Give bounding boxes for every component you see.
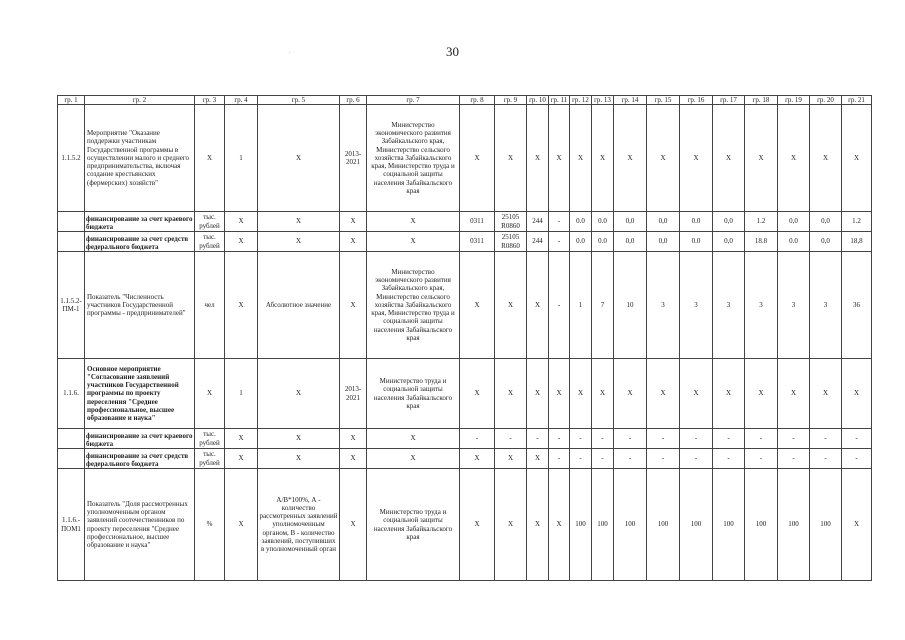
- cell-value: тыс. рублей: [195, 232, 225, 252]
- row-name: финансирование за счет краевого бюджета: [85, 212, 195, 232]
- cell-value: Х: [614, 359, 647, 429]
- cell-value: -: [495, 429, 527, 449]
- column-header: гр. 10: [527, 96, 549, 105]
- cell-value: Х: [745, 359, 778, 429]
- cell-value: -: [570, 449, 592, 469]
- cell-value: -: [842, 449, 872, 469]
- cell-value: 1.2: [842, 212, 872, 232]
- table-row: [58, 212, 872, 232]
- header-row: [58, 96, 872, 105]
- cell-value: Х: [495, 469, 527, 581]
- cell-value: Х: [225, 232, 258, 252]
- cell-value: 0.0: [592, 232, 614, 252]
- cell-value: -: [549, 232, 570, 252]
- cell-value: -: [745, 429, 778, 449]
- cell-value: Х: [225, 429, 258, 449]
- calc-method: Х: [258, 232, 340, 252]
- cell-value: -: [713, 429, 745, 449]
- cell-value: Х: [340, 252, 367, 359]
- cell-value: 100: [810, 469, 842, 581]
- row-code: [58, 212, 85, 232]
- cell-value: 0.0: [570, 212, 592, 232]
- responsible-executor: Х: [367, 429, 460, 449]
- row-code: 1.1.5.2: [58, 105, 85, 212]
- column-header: гр. 21: [842, 96, 872, 105]
- cell-value: Х: [225, 449, 258, 469]
- cell-value: Х: [527, 105, 549, 212]
- scan-dot: .: [289, 49, 291, 55]
- cell-value: Х: [225, 212, 258, 232]
- cell-value: 0.0: [592, 212, 614, 232]
- row-code: [58, 429, 85, 449]
- cell-value: -: [810, 449, 842, 469]
- cell-value: 0311: [460, 232, 495, 252]
- row-name: финансирование за счет средств федерального бюджета: [85, 449, 195, 469]
- cell-value: 100: [570, 469, 592, 581]
- cell-value: Х: [842, 359, 872, 429]
- column-header: гр. 12: [570, 96, 592, 105]
- cell-value: -: [778, 449, 810, 469]
- cell-value: Х: [225, 252, 258, 359]
- cell-value: 7: [592, 252, 614, 359]
- cell-value: Х: [778, 359, 810, 429]
- responsible-executor: Х: [367, 212, 460, 232]
- cell-value: -: [592, 449, 614, 469]
- program-table: [57, 95, 872, 581]
- cell-value: Х: [527, 359, 549, 429]
- cell-value: -: [778, 429, 810, 449]
- row-name: Показатель "Доля рассмотренных уполномоченным органом заявлений соотечественников по проекту переселения "Среднее профессиональное, высшее образование и наука": [85, 469, 195, 581]
- cell-value: -: [647, 429, 680, 449]
- cell-value: 25105 R0860: [495, 232, 527, 252]
- cell-value: 18,8: [842, 232, 872, 252]
- cell-value: Х: [460, 252, 495, 359]
- cell-value: -: [614, 429, 647, 449]
- cell-value: 0.0: [778, 232, 810, 252]
- column-header: гр. 17: [713, 96, 745, 105]
- cell-value: 0,0: [614, 212, 647, 232]
- cell-value: Х: [527, 469, 549, 581]
- cell-value: Х: [680, 359, 713, 429]
- cell-value: Х: [614, 105, 647, 212]
- row-code: 1.1.6.: [58, 359, 85, 429]
- column-header: гр. 18: [745, 96, 778, 105]
- column-header: гр. 8: [460, 96, 495, 105]
- responsible-executor: Министерство экономического развития Забайкальского края, Министерство сельского хозяйства Забайкальского края, Министерство труда и социальной защиты населения Забайкальского края: [367, 252, 460, 359]
- responsible-executor: Х: [367, 449, 460, 469]
- cell-value: -: [842, 429, 872, 449]
- column-header: гр. 2: [85, 96, 195, 105]
- cell-value: 100: [778, 469, 810, 581]
- row-code: 1.1.6.-ПОМ1: [58, 469, 85, 581]
- cell-value: Х: [495, 359, 527, 429]
- cell-value: 2013-2021: [340, 359, 367, 429]
- cell-value: тыс. рублей: [195, 429, 225, 449]
- calc-method: Х: [258, 212, 340, 232]
- cell-value: Х: [570, 359, 592, 429]
- cell-value: Х: [713, 359, 745, 429]
- cell-value: 1: [570, 252, 592, 359]
- cell-value: Х: [842, 469, 872, 581]
- cell-value: Х: [549, 105, 570, 212]
- row-name: Основное мероприятие "Согласование заявлений участников Государственной программы по проекту переселения "Среднее профессиональное, высшее образование и наука": [85, 359, 195, 429]
- cell-value: 18.8: [745, 232, 778, 252]
- table-row: [58, 232, 872, 252]
- cell-value: Х: [340, 212, 367, 232]
- column-header: гр. 20: [810, 96, 842, 105]
- cell-value: -: [460, 429, 495, 449]
- column-header: гр. 7: [367, 96, 460, 105]
- cell-value: Х: [592, 359, 614, 429]
- cell-value: 100: [680, 469, 713, 581]
- row-name: Показатель "Численность участников Государственной программы - предпринимателей": [85, 252, 195, 359]
- cell-value: 1.2: [745, 212, 778, 232]
- cell-value: -: [745, 449, 778, 469]
- cell-value: Х: [527, 252, 549, 359]
- cell-value: Х: [460, 359, 495, 429]
- column-header: гр. 11: [549, 96, 570, 105]
- cell-value: -: [527, 429, 549, 449]
- page-number: 30: [446, 44, 459, 59]
- column-header: гр. 5: [258, 96, 340, 105]
- cell-value: -: [713, 449, 745, 469]
- cell-value: 2013-2021: [340, 105, 367, 212]
- cell-value: 0.0: [680, 232, 713, 252]
- responsible-executor: Министерство труда и социальной защиты населения Забайкальского края: [367, 359, 460, 429]
- cell-value: Х: [647, 359, 680, 429]
- column-header: гр. 4: [225, 96, 258, 105]
- cell-value: Х: [340, 469, 367, 581]
- cell-value: 100: [713, 469, 745, 581]
- cell-value: -: [810, 429, 842, 449]
- row-name: финансирование за счет средств федерального бюджета: [85, 232, 195, 252]
- cell-value: 3: [745, 252, 778, 359]
- cell-value: Х: [842, 105, 872, 212]
- cell-value: -: [647, 449, 680, 469]
- calc-method: Абсолютное значение: [258, 252, 340, 359]
- cell-value: чел: [195, 252, 225, 359]
- cell-value: 100: [745, 469, 778, 581]
- table-row: [58, 449, 872, 469]
- column-header: гр. 14: [614, 96, 647, 105]
- cell-value: Х: [592, 105, 614, 212]
- cell-value: Х: [527, 449, 549, 469]
- column-header: гр. 3: [195, 96, 225, 105]
- cell-value: Х: [340, 429, 367, 449]
- table-row: [58, 359, 872, 429]
- cell-value: Х: [810, 359, 842, 429]
- cell-value: 244: [527, 212, 549, 232]
- cell-value: -: [549, 429, 570, 449]
- cell-value: Х: [495, 449, 527, 469]
- row-code: [58, 449, 85, 469]
- cell-value: 3: [713, 252, 745, 359]
- cell-value: Х: [810, 105, 842, 212]
- cell-value: Х: [549, 469, 570, 581]
- cell-value: -: [549, 252, 570, 359]
- cell-value: 25105 R0860: [495, 212, 527, 232]
- cell-value: Х: [340, 449, 367, 469]
- cell-value: Х: [680, 105, 713, 212]
- calc-method: Х: [258, 429, 340, 449]
- responsible-executor: Министерство экономического развития Забайкальского края, Министерство сельского хозяйства Забайкальского края, Министерство труда и социальной защиты населения Забайкальского края: [367, 105, 460, 212]
- cell-value: 0,0: [810, 212, 842, 232]
- column-header: гр. 6: [340, 96, 367, 105]
- cell-value: Х: [340, 232, 367, 252]
- cell-value: 100: [592, 469, 614, 581]
- cell-value: 0.0: [680, 212, 713, 232]
- cell-value: Х: [713, 105, 745, 212]
- cell-value: 10: [614, 252, 647, 359]
- cell-value: 100: [647, 469, 680, 581]
- cell-value: Х: [745, 105, 778, 212]
- cell-value: 0,0: [647, 212, 680, 232]
- row-name: финансирование за счет краевого бюджета: [85, 429, 195, 449]
- cell-value: -: [549, 212, 570, 232]
- row-name: Мероприятие "Оказание поддержки участникам Государственной программы в осуществлении малого и среднего предпринимательства, включая создание крестьянских (фермерских) хозяйств": [85, 105, 195, 212]
- calc-method: Х: [258, 359, 340, 429]
- cell-value: Х: [570, 105, 592, 212]
- cell-value: 0.0: [570, 232, 592, 252]
- calc-method: А/В*100%, А - количество рассмотренных заявлений уполномоченным органом, В - количество заявлений, поступивших в уполномоченный орган: [258, 469, 340, 581]
- cell-value: Х: [195, 359, 225, 429]
- cell-value: 244: [527, 232, 549, 252]
- cell-value: 0,0: [778, 212, 810, 232]
- cell-value: -: [614, 449, 647, 469]
- cell-value: -: [570, 429, 592, 449]
- cell-value: 0,0: [647, 232, 680, 252]
- cell-value: тыс. рублей: [195, 212, 225, 232]
- cell-value: Х: [460, 449, 495, 469]
- column-header: гр. 1: [58, 96, 85, 105]
- column-header: гр. 9: [495, 96, 527, 105]
- cell-value: 3: [680, 252, 713, 359]
- cell-value: Х: [647, 105, 680, 212]
- cell-value: Х: [225, 469, 258, 581]
- cell-value: 3: [810, 252, 842, 359]
- cell-value: %: [195, 469, 225, 581]
- responsible-executor: Министерство труда и социальной защиты населения Забайкальского края: [367, 469, 460, 581]
- table-row: [58, 429, 872, 449]
- table-row: [58, 469, 872, 581]
- cell-value: 1: [225, 359, 258, 429]
- cell-value: Х: [460, 469, 495, 581]
- row-code: 1.1.5.2-ПМ-1: [58, 252, 85, 359]
- column-header: гр. 16: [680, 96, 713, 105]
- cell-value: Х: [495, 252, 527, 359]
- cell-value: Х: [460, 105, 495, 212]
- column-header: гр. 15: [647, 96, 680, 105]
- calc-method: Х: [258, 449, 340, 469]
- cell-value: 0,0: [713, 232, 745, 252]
- cell-value: 1: [225, 105, 258, 212]
- cell-value: -: [592, 429, 614, 449]
- cell-value: 3: [778, 252, 810, 359]
- cell-value: 3: [647, 252, 680, 359]
- cell-value: 0311: [460, 212, 495, 232]
- cell-value: -: [549, 449, 570, 469]
- cell-value: -: [680, 429, 713, 449]
- cell-value: Х: [549, 359, 570, 429]
- cell-value: 0,0: [713, 212, 745, 232]
- table-row: [58, 252, 872, 359]
- column-header: гр. 13: [592, 96, 614, 105]
- cell-value: Х: [778, 105, 810, 212]
- table-row: [58, 105, 872, 212]
- cell-value: 36: [842, 252, 872, 359]
- cell-value: Х: [495, 105, 527, 212]
- column-header: гр. 19: [778, 96, 810, 105]
- calc-method: Х: [258, 105, 340, 212]
- row-code: [58, 232, 85, 252]
- cell-value: 100: [614, 469, 647, 581]
- cell-value: 0,0: [614, 232, 647, 252]
- cell-value: -: [680, 449, 713, 469]
- responsible-executor: Х: [367, 232, 460, 252]
- cell-value: тыс. рублей: [195, 449, 225, 469]
- cell-value: 0,0: [810, 232, 842, 252]
- cell-value: Х: [195, 105, 225, 212]
